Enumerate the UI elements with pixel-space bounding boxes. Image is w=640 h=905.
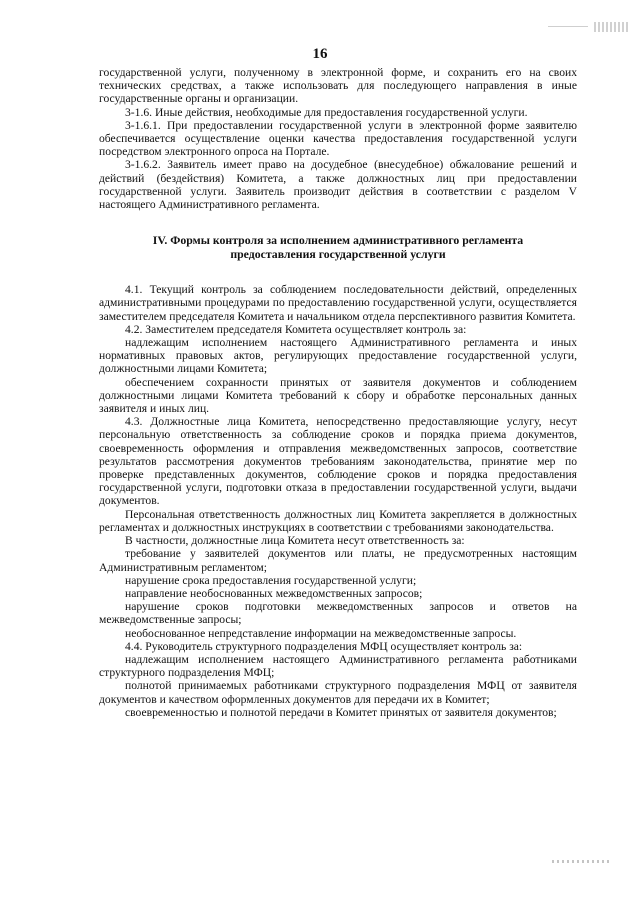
paragraph: своевременностью и полнотой передачи в Комитет принятых от заявителя документов;	[125, 705, 557, 719]
paragraph: 4.4. Руководитель структурного подразделения МФЦ осуществляет контроль за:	[125, 639, 523, 653]
paragraph: необоснованное непредставление информации на межведомственные запросы.	[125, 626, 517, 640]
scan-artifact-bottom	[552, 860, 612, 863]
paragraph: 3-1.6. Иные действия, необходимые для предоставления государственной услуги.	[125, 105, 528, 119]
paragraph: надлежащим исполнением настоящего Административного регламента работниками структурного подразделения МФЦ;	[99, 652, 577, 680]
paragraph: обеспечением сохранности принятых от заявителя документов и соблюдением должностными лицами Комитета требований к сбору и обработке персональных данных заявителя и иных лиц.	[99, 375, 577, 416]
paragraph: 3-1.6.2. Заявитель имеет право на досудебное (внесудебное) обжалование решений и действий (бездействия) Комитета, а также должностных лиц при предоставлении государственной услуги. Заявитель производит действия в соответствии с разделом V настоящего Административного регламента.	[99, 158, 577, 212]
page-number: 16	[312, 46, 328, 62]
document-body	[99, 66, 577, 719]
section-heading-line-2: предоставления государственной услуги	[230, 247, 446, 262]
section-heading-line-1: IV. Формы контроля за исполнением административного регламента	[152, 233, 524, 248]
paragraph: нарушение срока предоставления государственной услуги;	[125, 573, 417, 587]
paragraph: Персональная ответственность должностных лиц Комитета закрепляется в должностных регламентах и должностных инструкциях в соответствии с требованиями законодательства.	[99, 507, 577, 534]
paragraph: государственной услуги, полученному в электронной форме, и сохранить его на своих технических средствах, а также использовать для последующего направления в иные государственные органы и организации.	[99, 66, 577, 106]
paragraph: направление необоснованных межведомственных запросов;	[125, 586, 423, 600]
paragraph: надлежащим исполнением настоящего Административного регламента и иных нормативных правовых актов, регулирующих предоставление государственной услуги, должностными лицами Комитета;	[99, 336, 577, 376]
paragraph: полнотой принимаемых работниками структурного подразделения МФЦ от заявителя документов и качеством оформленных документов для передачи их в Комитет;	[99, 679, 577, 706]
scan-artifact-top	[594, 22, 630, 32]
paragraph: 4.2. Заместителем председателя Комитета осуществляет контроль за:	[125, 322, 467, 336]
paragraph: требование у заявителей документов или платы, не предусмотренных настоящим Административным регламентом;	[99, 547, 577, 574]
paragraph: 4.3. Должностные лица Комитета, непосредственно предоставляющие услугу, несут персональную ответственность за соблюдение сроков и порядка приема документов, своевременность оформления и отправления межведомственных запросов, соответствие результатов рассмотрения документов требованиям законодательства, принятие мер по проверке представленных документов, соблюдение сроков и порядка предоставления государственной услуги, подготовки отказа в предоставлении государственной услуги, выдачи документов.	[99, 415, 577, 508]
paragraph: нарушение сроков подготовки межведомственных запросов и ответов на межведомственные запросы;	[99, 600, 577, 627]
paragraph: 3-1.6.1. При предоставлении государственной услуги в электронной форме заявителю обеспечивается осуществление оценки качества предоставления государственной услуги посредством электронного опроса на Портале.	[99, 118, 577, 159]
paragraph: В частности, должностные лица Комитета несут ответственность за:	[125, 534, 465, 548]
section-heading	[99, 233, 577, 261]
paragraph: 4.1. Текущий контроль за соблюдением последовательности действий, определенных административными процедурами по предоставлению государственной услуги, осуществляется заместителем председателя Комитета и начальником отдела перспективного развития Комитета.	[99, 283, 577, 323]
scan-artifact-top-line	[548, 26, 588, 27]
